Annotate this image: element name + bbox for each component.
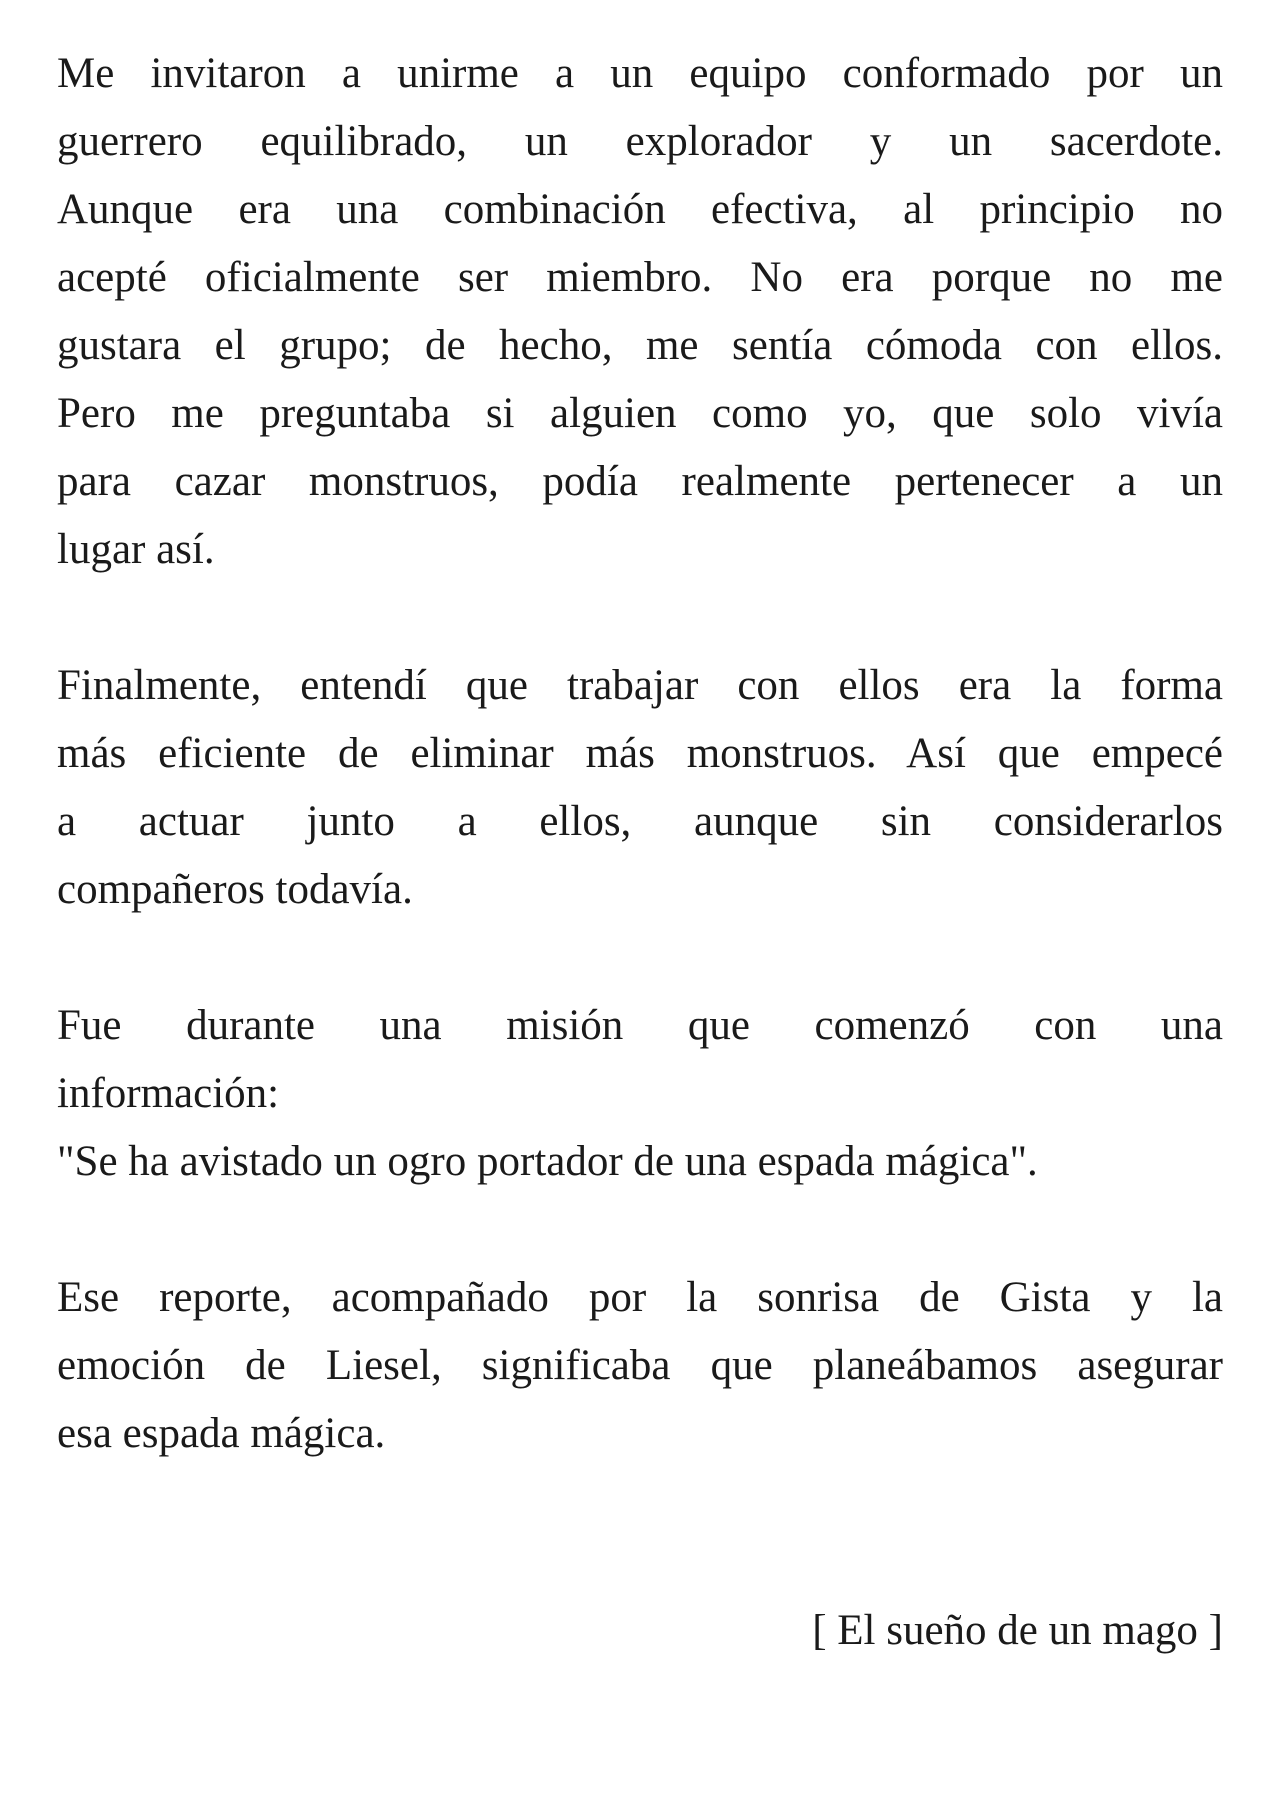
text-line: más eficiente de eliminar más monstruos. Así que empecé <box>57 730 1223 777</box>
paragraph-3 <box>57 992 1223 1196</box>
text-line: Finalmente, entendí que trabajar con ellos era la forma <box>57 662 1223 709</box>
text-line: para cazar monstruos, podía realmente pertenecer a un <box>57 458 1223 505</box>
text-line: compañeros todavía. <box>57 866 413 913</box>
text-line: Fue durante una misión que comenzó con una <box>57 1002 1223 1049</box>
text-line: gustara el grupo; de hecho, me sentía cómoda con ellos. <box>57 322 1223 369</box>
paragraph-4 <box>57 1264 1223 1468</box>
text-line: información: <box>57 1070 280 1117</box>
paragraph-1 <box>57 40 1223 584</box>
paragraph-2 <box>57 652 1223 924</box>
quoted-report: "Se ha avistado un ogro portador de una espada mágica". <box>57 1138 1038 1185</box>
text-line: guerrero equilibrado, un explorador y un sacerdote. <box>57 118 1223 165</box>
text-line: Ese reporte, acompañado por la sonrisa de Gista y la <box>57 1274 1223 1321</box>
text-line: Aunque era una combinación efectiva, al principio no <box>57 186 1223 233</box>
chapter-signature: [ El sueño de un mago ] <box>812 1607 1223 1654</box>
text-line: emoción de Liesel, significaba que planeábamos asegurar <box>57 1342 1223 1389</box>
text-line: acepté oficialmente ser miembro. No era porque no me <box>57 254 1223 301</box>
text-line: Pero me preguntaba si alguien como yo, que solo vivía <box>57 390 1223 437</box>
text-line: a actuar junto a ellos, aunque sin considerarlos <box>57 798 1223 845</box>
text-line: esa espada mágica. <box>57 1410 386 1457</box>
text-line: lugar así. <box>57 526 215 573</box>
document-body <box>57 40 1223 1536</box>
text-line: Me invitaron a unirme a un equipo conformado por un <box>57 50 1223 97</box>
